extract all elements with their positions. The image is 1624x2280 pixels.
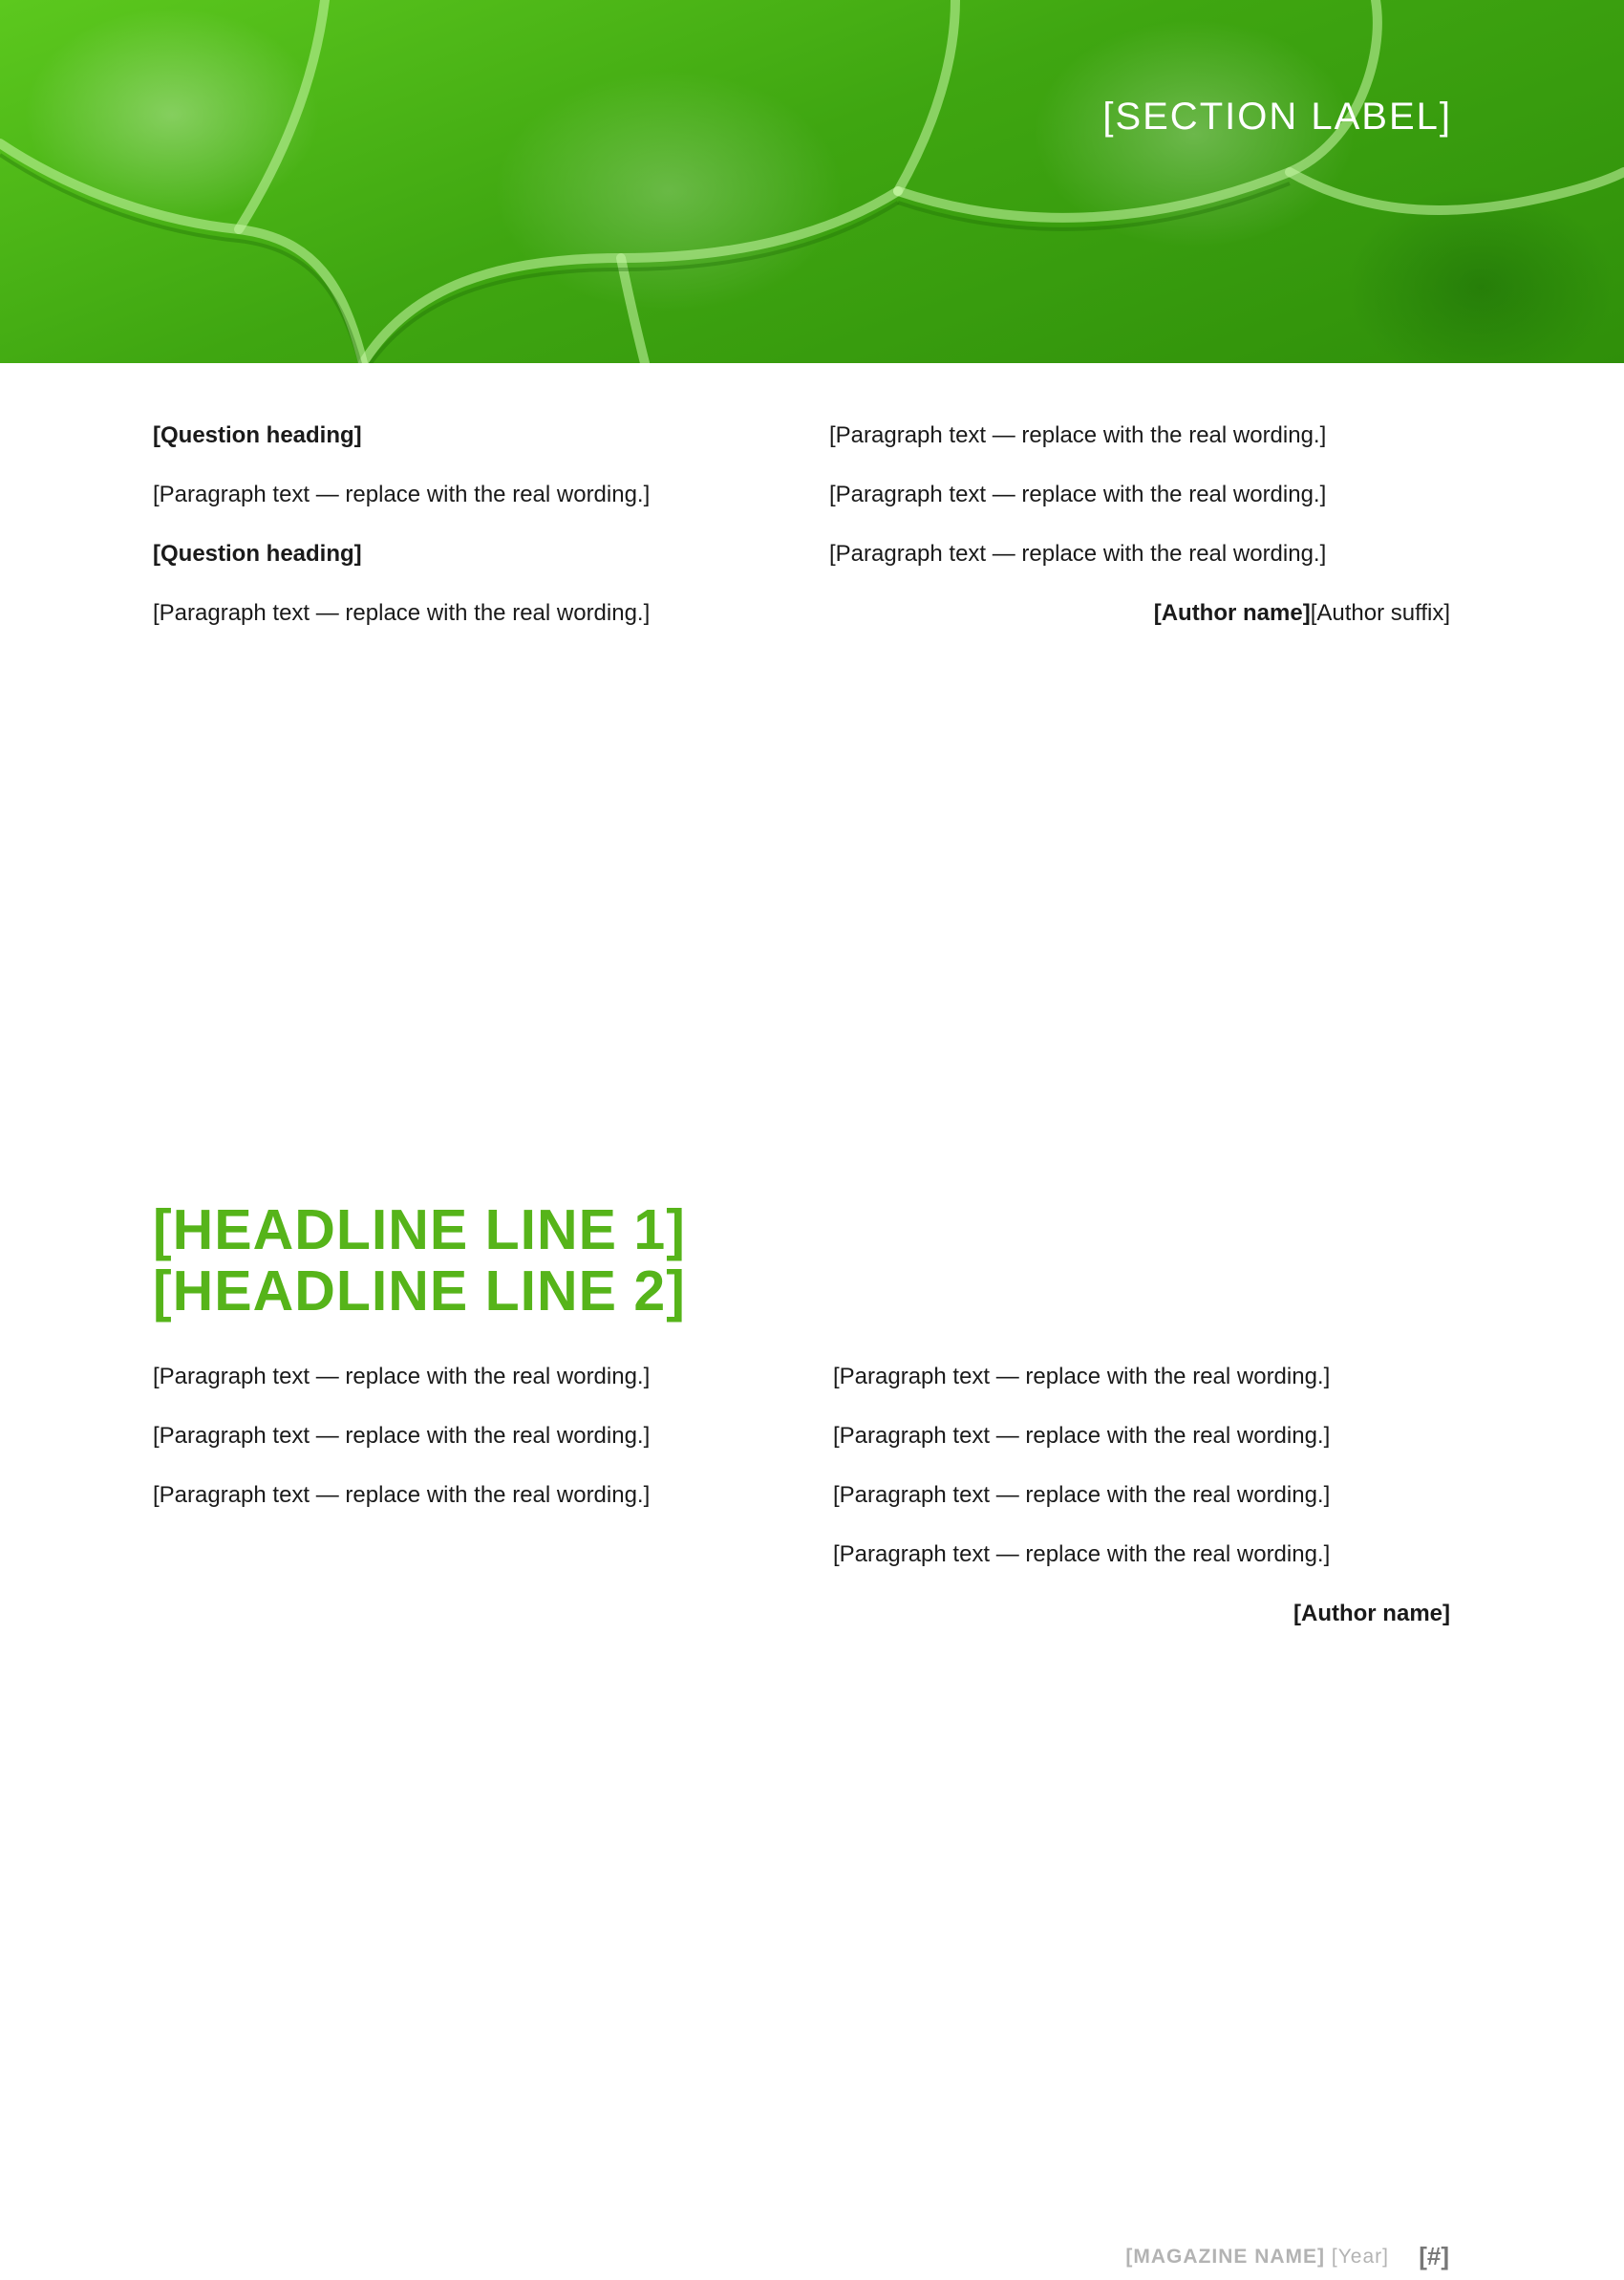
article1-author-name: [Author name] — [1153, 600, 1311, 626]
article1-paragraph: [Paragraph text — replace with the real wording.] — [829, 541, 1327, 567]
article2-title-line1: [HEADLINE LINE 1] — [153, 1198, 686, 1261]
article1-column-left — [153, 420, 757, 657]
header-banner — [0, 0, 1624, 363]
article2-paragraph: [Paragraph text — replace with the real wording.] — [153, 1364, 651, 1389]
article1-paragraph: [Paragraph text — replace with the real wording.] — [829, 482, 1327, 507]
article2-paragraph: [Paragraph text — replace with the real wording.] — [833, 1364, 1331, 1389]
article1-column-right — [829, 420, 1450, 628]
article2-column-left — [153, 1362, 757, 1539]
article2-author-name: [Author name] — [1293, 1601, 1450, 1626]
article2-title-line2: [HEADLINE LINE 2] — [153, 1259, 686, 1323]
section-label: [SECTION LABEL] — [1102, 96, 1452, 138]
article1-author-suffix: [Author suffix] — [1310, 600, 1450, 626]
article1-author-signature — [829, 598, 1450, 628]
article2-title — [153, 1199, 1013, 1322]
article2-paragraph: [Paragraph text — replace with the real wording.] — [833, 1541, 1331, 1567]
footer-magazine-name: [MAGAZINE NAME] — [1125, 2246, 1326, 2268]
article2-paragraph: [Paragraph text — replace with the real wording.] — [153, 1423, 651, 1449]
footer-year: [Year] — [1331, 2246, 1389, 2268]
page-number: [#] — [1419, 2242, 1449, 2270]
article1-question-heading: [Question heading] — [153, 422, 362, 448]
article1-paragraph: [Paragraph text — replace with the real wording.] — [153, 482, 651, 507]
article2-author-signature — [833, 1599, 1450, 1628]
article2-column-right — [833, 1362, 1450, 1628]
article2-paragraph: [Paragraph text — replace with the real wording.] — [833, 1482, 1331, 1508]
article2-paragraph: [Paragraph text — replace with the real wording.] — [153, 1482, 651, 1508]
footer-publication — [1125, 2246, 1389, 2269]
article2-paragraph: [Paragraph text — replace with the real wording.] — [833, 1423, 1331, 1449]
article1-subheading: [Question heading] — [153, 541, 362, 567]
header-graphic — [0, 0, 1624, 363]
article1-paragraph: [Paragraph text — replace with the real wording.] — [153, 600, 651, 626]
article1-paragraph: [Paragraph text — replace with the real wording.] — [829, 422, 1327, 448]
